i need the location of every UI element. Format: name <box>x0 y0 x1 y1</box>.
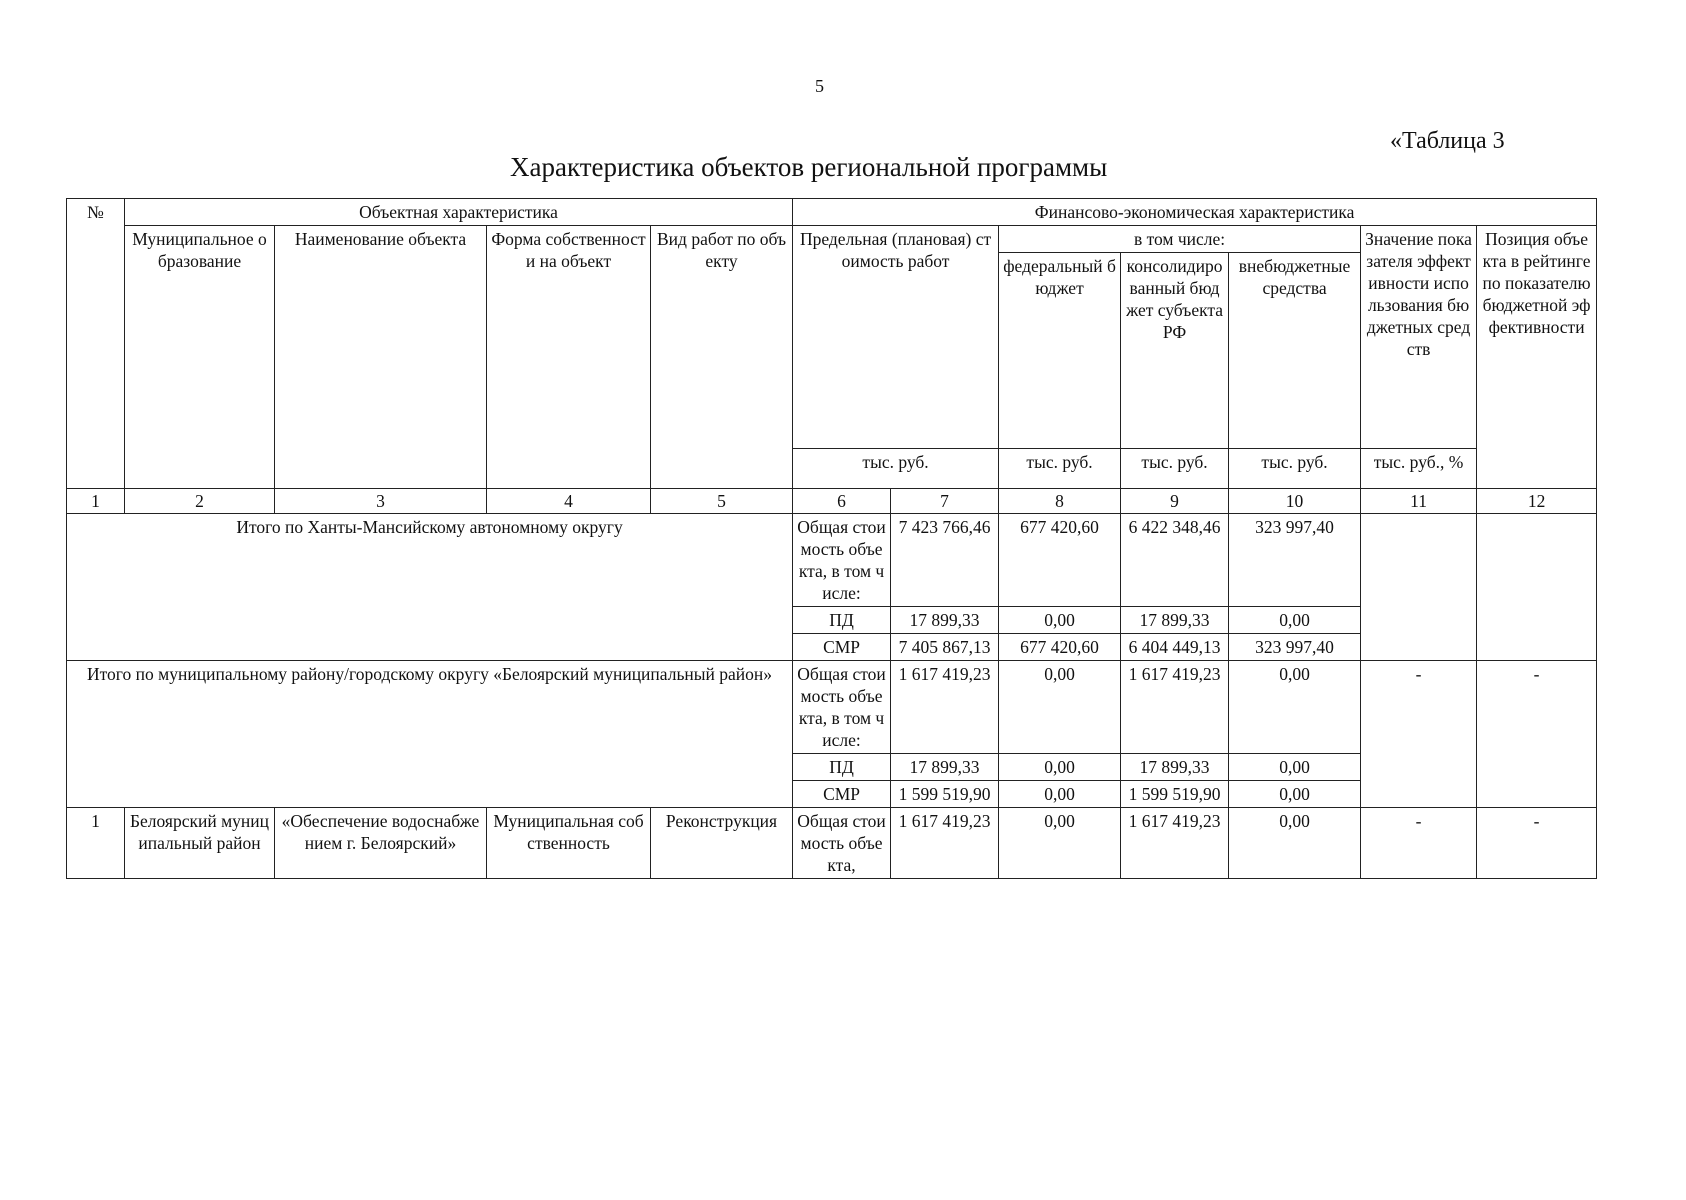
pd-label: ПД <box>793 607 891 634</box>
header-rating: Позиция объекта в рейтинге по показателю бюджетной эффективности <box>1477 226 1597 489</box>
total-label: Общая стоимость объекта, в том числе: <box>793 661 891 754</box>
header-efficiency: Значение показателя эффективности использования бюджетных средств <box>1361 226 1477 449</box>
pd-consolidated: 17 899,33 <box>1121 607 1229 634</box>
smr-max-cost: 1 599 519,90 <box>891 781 999 808</box>
col-number: 5 <box>651 489 793 514</box>
document-title: Характеристика объектов региональной программы <box>510 152 1108 182</box>
header-extra-budget: внебюджетные средства <box>1229 253 1361 449</box>
smr-consolidated: 1 599 519,90 <box>1121 781 1229 808</box>
object-ownership: Муниципальная собственность <box>487 808 651 879</box>
header-object-name: Наименование объекта <box>275 226 487 489</box>
pd-extra-budget: 0,00 <box>1229 607 1361 634</box>
object-consolidated: 1 617 419,23 <box>1121 808 1229 879</box>
pd-label: ПД <box>793 754 891 781</box>
object-municipal: Белоярский муниципальный район <box>125 808 275 879</box>
col-number: 6 <box>793 489 891 514</box>
pd-extra-budget: 0,00 <box>1229 754 1361 781</box>
objects-table <box>66 198 1597 879</box>
object-name: «Обеспечение водоснабжением г. Белоярский» <box>275 808 487 879</box>
header-consolidated: консолидированный бюджет субъекта РФ <box>1121 253 1229 449</box>
table-label: «Таблица 3 <box>1390 128 1505 154</box>
header-finance-group: Финансово-экономическая характеристика <box>793 199 1597 226</box>
pd-consolidated: 17 899,33 <box>1121 754 1229 781</box>
col-number: 9 <box>1121 489 1229 514</box>
total-label: Общая стоимость объекта, в том числе: <box>793 514 891 607</box>
section-label: Итого по Ханты-Мансийскому автономному округу <box>67 514 793 661</box>
object-work-type: Реконструкция <box>651 808 793 879</box>
total-max-cost: 7 423 766,46 <box>891 514 999 607</box>
col-number: 10 <box>1229 489 1361 514</box>
col-number: 8 <box>999 489 1121 514</box>
header-max-cost: Предельная (плановая) стоимость работ <box>793 226 999 449</box>
smr-extra-budget: 323 997,40 <box>1229 634 1361 661</box>
total-extra-budget: 0,00 <box>1229 661 1361 754</box>
header-row-columns <box>67 226 1597 253</box>
col-number: 4 <box>487 489 651 514</box>
col-number: 1 <box>67 489 125 514</box>
object-no: 1 <box>67 808 125 879</box>
section-rating <box>1477 514 1597 661</box>
total-consolidated: 6 422 348,46 <box>1121 514 1229 607</box>
section-label: Итого по муниципальному району/городскому округу «Белоярский муниципальный район» <box>67 661 793 808</box>
section-rating: - <box>1477 661 1597 808</box>
header-federal: федеральный бюджет <box>999 253 1121 449</box>
smr-label: СМР <box>793 781 891 808</box>
unit-federal: тыс. руб. <box>999 449 1121 489</box>
unit-max-cost: тыс. руб. <box>793 449 999 489</box>
object-total-label: Общая стоимость объекта, <box>793 808 891 879</box>
object-efficiency: - <box>1361 808 1477 879</box>
total-federal: 0,00 <box>999 661 1121 754</box>
smr-consolidated: 6 404 449,13 <box>1121 634 1229 661</box>
smr-max-cost: 7 405 867,13 <box>891 634 999 661</box>
col-number: 3 <box>275 489 487 514</box>
unit-efficiency: тыс. руб., % <box>1361 449 1477 489</box>
header-including: в том числе: <box>999 226 1361 253</box>
unit-consolidated: тыс. руб. <box>1121 449 1229 489</box>
header-no: № <box>67 199 125 489</box>
total-extra-budget: 323 997,40 <box>1229 514 1361 607</box>
unit-extra-budget: тыс. руб. <box>1229 449 1361 489</box>
pd-federal: 0,00 <box>999 754 1121 781</box>
section-total-row <box>67 514 1597 607</box>
header-ownership: Форма собственности на объект <box>487 226 651 489</box>
smr-label: СМР <box>793 634 891 661</box>
header-work-type: Вид работ по объекту <box>651 226 793 489</box>
pd-federal: 0,00 <box>999 607 1121 634</box>
smr-federal: 0,00 <box>999 781 1121 808</box>
col-number: 11 <box>1361 489 1477 514</box>
page-number: 5 <box>815 76 824 96</box>
smr-extra-budget: 0,00 <box>1229 781 1361 808</box>
col-number: 12 <box>1477 489 1597 514</box>
total-max-cost: 1 617 419,23 <box>891 661 999 754</box>
pd-max-cost: 17 899,33 <box>891 754 999 781</box>
section-efficiency: - <box>1361 661 1477 808</box>
column-numbers-row <box>67 489 1597 514</box>
object-max-cost: 1 617 419,23 <box>891 808 999 879</box>
total-federal: 677 420,60 <box>999 514 1121 607</box>
object-rating: - <box>1477 808 1597 879</box>
section-efficiency <box>1361 514 1477 661</box>
object-extra-budget: 0,00 <box>1229 808 1361 879</box>
total-consolidated: 1 617 419,23 <box>1121 661 1229 754</box>
header-row-groups <box>67 199 1597 226</box>
header-municipal: Муниципальное образование <box>125 226 275 489</box>
pd-max-cost: 17 899,33 <box>891 607 999 634</box>
smr-federal: 677 420,60 <box>999 634 1121 661</box>
section-total-row <box>67 661 1597 754</box>
col-number: 7 <box>891 489 999 514</box>
header-object-group: Объектная характеристика <box>125 199 793 226</box>
col-number: 2 <box>125 489 275 514</box>
object-row <box>67 808 1597 879</box>
object-federal: 0,00 <box>999 808 1121 879</box>
